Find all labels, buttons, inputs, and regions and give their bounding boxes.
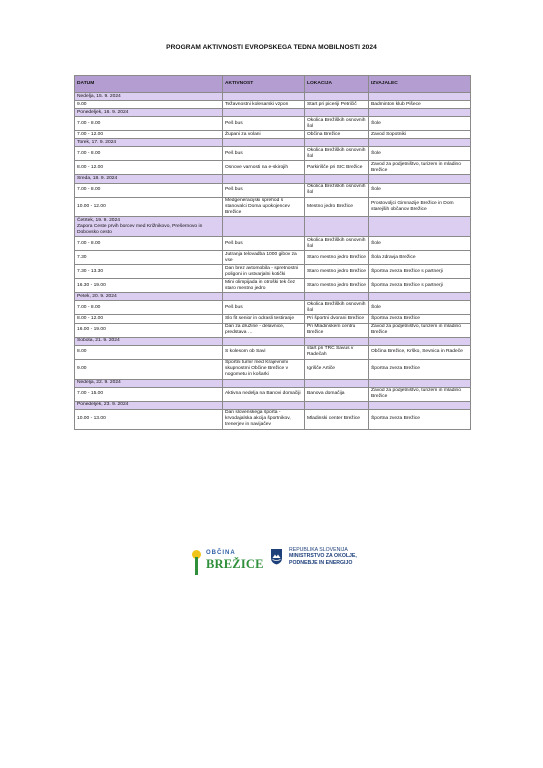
organizer-cell: Šola zdravja Brežice bbox=[369, 251, 471, 265]
empty-cell bbox=[305, 109, 369, 117]
day-label: Nedelja, 22. 9. 2024 bbox=[75, 379, 223, 387]
time-cell: 8.00 bbox=[75, 345, 223, 359]
activity-cell: S kolesom ob Savi bbox=[223, 345, 305, 359]
organizer-cell: Športna zveza Brežice bbox=[369, 359, 471, 379]
organizer-cell: Športna zveza Brežice s partnerji bbox=[369, 265, 471, 279]
table-row bbox=[75, 183, 471, 197]
day-header-row bbox=[75, 175, 471, 183]
location-cell: Pri Mladinskem centru Brežice bbox=[305, 323, 369, 337]
organizer-cell: Šole bbox=[369, 117, 471, 131]
program-table bbox=[74, 75, 471, 430]
column-header-lokacija: LOKACIJA bbox=[305, 76, 369, 93]
column-header-datum: DATUM bbox=[75, 76, 223, 93]
day-label: Četrtek, 19. 9. 2024 Zapora Ceste prvih borcev med Križnikovo, Prešernovo in Dobovsko cesto bbox=[75, 217, 223, 237]
brezice-label: BREŽICE bbox=[206, 557, 264, 571]
day-header-row bbox=[75, 109, 471, 117]
time-cell: 10.00 - 13.00 bbox=[75, 409, 223, 429]
organizer-cell: Zavod Sopotniki bbox=[369, 131, 471, 139]
obcina-brezice-logo bbox=[192, 547, 262, 577]
table-row bbox=[75, 251, 471, 265]
empty-cell bbox=[223, 109, 305, 117]
empty-cell bbox=[369, 293, 471, 301]
activity-cell: Športni turnir med Krajevnimi skupnostmi Občine Brežice v nogometu in košarki bbox=[223, 359, 305, 379]
location-cell: Okolica Brežiških osnovnih šol bbox=[305, 183, 369, 197]
table-row bbox=[75, 147, 471, 161]
time-cell: 9.00 bbox=[75, 101, 223, 109]
ministry-logo-text bbox=[289, 547, 357, 566]
day-label: Nedelja, 15. 9. 2024 bbox=[75, 93, 223, 101]
time-cell: 7.00 - 8.00 bbox=[75, 183, 223, 197]
time-cell: 16.30 - 19.00 bbox=[75, 279, 223, 293]
empty-cell bbox=[223, 293, 305, 301]
day-header-row bbox=[75, 293, 471, 301]
table-row bbox=[75, 161, 471, 175]
organizer-cell: Zavod za podjetništvo, turizem in mladino Brežice bbox=[369, 323, 471, 337]
location-cell: Okolica Brežiških osnovnih šol bbox=[305, 147, 369, 161]
day-label: Sobota, 21. 9. 2024 bbox=[75, 337, 223, 345]
location-cell: Pri športni dvorani Brežice bbox=[305, 315, 369, 323]
table-row bbox=[75, 101, 471, 109]
empty-cell bbox=[305, 401, 369, 409]
empty-cell bbox=[223, 217, 305, 237]
location-cell: Občina Brežice bbox=[305, 131, 369, 139]
table-row bbox=[75, 359, 471, 379]
table-row bbox=[75, 279, 471, 293]
location-cell: Mladinski center Brežice bbox=[305, 409, 369, 429]
footer-logos bbox=[0, 547, 543, 577]
organizer-cell: Šole bbox=[369, 301, 471, 315]
day-header-row bbox=[75, 337, 471, 345]
activity-cell: Peš bus bbox=[223, 301, 305, 315]
table-row bbox=[75, 345, 471, 359]
activity-cell: Peš bus bbox=[223, 237, 305, 251]
empty-cell bbox=[369, 175, 471, 183]
organizer-cell: Zavod za podjetništvo, turizem in mladino Brežice bbox=[369, 387, 471, 401]
table-row bbox=[75, 387, 471, 401]
empty-cell bbox=[223, 93, 305, 101]
day-header-row bbox=[75, 93, 471, 101]
empty-cell bbox=[305, 175, 369, 183]
day-label: Ponedeljek, 23. 9. 2024 bbox=[75, 401, 223, 409]
organizer-cell: Šole bbox=[369, 237, 471, 251]
location-cell: Staro mestno jedro Brežice bbox=[305, 279, 369, 293]
empty-cell bbox=[369, 337, 471, 345]
empty-cell bbox=[369, 379, 471, 387]
day-label: Petek, 20. 9. 2024 bbox=[75, 293, 223, 301]
activity-cell: Aktivna nedelja na Banovi domačiji bbox=[223, 387, 305, 401]
time-cell: 10.00 - 12.00 bbox=[75, 197, 223, 217]
location-cell: Okolica Brežiških osnovnih šol bbox=[305, 117, 369, 131]
organizer-cell: Športna zveza Brežice s partnerji bbox=[369, 279, 471, 293]
empty-cell bbox=[223, 379, 305, 387]
location-cell: Okolica Brežiških osnovnih šol bbox=[305, 301, 369, 315]
empty-cell bbox=[369, 401, 471, 409]
day-label: Sreda, 18. 9. 2024 bbox=[75, 175, 223, 183]
coat-of-arms-icon bbox=[270, 548, 283, 565]
empty-cell bbox=[223, 139, 305, 147]
activity-cell: Medgeneracijski sprehod s stanovalci Doma upokojencev Brežice bbox=[223, 197, 305, 217]
time-cell: 16.00 - 19.00 bbox=[75, 323, 223, 337]
organizer-cell: Športna zveza Brežice bbox=[369, 315, 471, 323]
time-cell: 7.00 - 8.00 bbox=[75, 147, 223, 161]
time-cell: 9.00 bbox=[75, 359, 223, 379]
empty-cell bbox=[223, 401, 305, 409]
location-cell: Banova domačija bbox=[305, 387, 369, 401]
organizer-cell: Občina Brežice, Krško, Sevnica in Radeče bbox=[369, 345, 471, 359]
organizer-cell: Športna zveza Brežice bbox=[369, 409, 471, 429]
activity-cell: Težavnostni kolesarski vzpon bbox=[223, 101, 305, 109]
ministry-line-2: MINISTRSTVO ZA OKOLJE, bbox=[289, 553, 357, 560]
activity-cell: Jutranja telovadba 1000 gibov za vse bbox=[223, 251, 305, 265]
time-cell: 7.30 bbox=[75, 251, 223, 265]
time-cell: 7.00 - 8.00 bbox=[75, 301, 223, 315]
table-row bbox=[75, 409, 471, 429]
day-header-row bbox=[75, 379, 471, 387]
time-cell: 7.00 - 8.00 bbox=[75, 237, 223, 251]
location-cell: Staro mestno jedro Brežice bbox=[305, 265, 369, 279]
activity-cell: Župani za volani bbox=[223, 131, 305, 139]
day-header-row bbox=[75, 217, 471, 237]
organizer-cell: Prostovoljci Gimnazije Brežice in Dom starejših občanov Brežice bbox=[369, 197, 471, 217]
organizer-cell: Zavod za podjetništvo, turizem in mladino Brežice bbox=[369, 161, 471, 175]
table-row bbox=[75, 237, 471, 251]
empty-cell bbox=[369, 217, 471, 237]
time-cell: 8.00 - 12.00 bbox=[75, 315, 223, 323]
table-row bbox=[75, 131, 471, 139]
page-title: PROGRAM AKTIVNOSTI EVROPSKEGA TEDNA MOBILNOSTI 2024 bbox=[166, 44, 377, 51]
activity-cell: Peš bus bbox=[223, 147, 305, 161]
ministry-line-1: REPUBLIKA SLOVENIJA bbox=[289, 547, 348, 553]
ministry-line-3: PODNEBJE IN ENERGIJO bbox=[289, 559, 353, 566]
empty-cell bbox=[223, 337, 305, 345]
program-table-body bbox=[75, 93, 471, 430]
activity-cell: Slo fit senior in odrasli testiranje bbox=[223, 315, 305, 323]
table-row bbox=[75, 197, 471, 217]
empty-cell bbox=[369, 109, 471, 117]
organizer-cell: Badminton klub Pišece bbox=[369, 101, 471, 109]
empty-cell bbox=[305, 217, 369, 237]
time-cell: 7.00 - 12.00 bbox=[75, 131, 223, 139]
day-header-row bbox=[75, 139, 471, 147]
empty-cell bbox=[305, 93, 369, 101]
column-header-aktivnost: AKTIVNOST bbox=[223, 76, 305, 93]
day-header-row bbox=[75, 401, 471, 409]
activity-cell: Dan brez avtomobila - spretnostni poligoni in ustvarjalni kotički bbox=[223, 265, 305, 279]
day-label: Torek, 17. 9. 2024 bbox=[75, 139, 223, 147]
day-label: Ponedeljek, 16. 9. 2024 bbox=[75, 109, 223, 117]
tower-icon bbox=[195, 557, 198, 575]
location-cell: Start pri piceriji Petričič bbox=[305, 101, 369, 109]
empty-cell bbox=[305, 337, 369, 345]
activity-cell: Mini olimpijada in otroški tek čez staro mestno jedro bbox=[223, 279, 305, 293]
organizer-cell: Šole bbox=[369, 147, 471, 161]
column-header-izvajalec: IZVAJALEC bbox=[369, 76, 471, 93]
activity-cell: Peš bus bbox=[223, 117, 305, 131]
location-cell: Staro mestno jedro Brežice bbox=[305, 251, 369, 265]
empty-cell bbox=[305, 379, 369, 387]
empty-cell bbox=[223, 175, 305, 183]
activity-cell: Dan za družine - delavnice, predstava … bbox=[223, 323, 305, 337]
table-row bbox=[75, 265, 471, 279]
organizer-cell: Šole bbox=[369, 183, 471, 197]
table-header-row bbox=[75, 76, 471, 93]
activity-cell: Dan slovenskega športa - krvodajalska akcija športnikov, trenerjev in navijačev bbox=[223, 409, 305, 429]
time-cell: 8.00 - 12.00 bbox=[75, 161, 223, 175]
table-row bbox=[75, 301, 471, 315]
location-cell: Mestno jedro Brežice bbox=[305, 197, 369, 217]
table-row bbox=[75, 315, 471, 323]
activity-cell: Osnove varnosti na e-skirojih bbox=[223, 161, 305, 175]
empty-cell bbox=[369, 93, 471, 101]
time-cell: 7.30 - 13.30 bbox=[75, 265, 223, 279]
activity-cell: Peš bus bbox=[223, 183, 305, 197]
time-cell: 7.00 - 15.00 bbox=[75, 387, 223, 401]
location-cell: Parkirišče pri SIC Brežice bbox=[305, 161, 369, 175]
time-cell: 7.00 - 8.00 bbox=[75, 117, 223, 131]
location-cell: Okolica Brežiških osnovnih šol bbox=[305, 237, 369, 251]
table-row bbox=[75, 323, 471, 337]
location-cell: start pri TRC Savus v Radečah bbox=[305, 345, 369, 359]
empty-cell bbox=[305, 139, 369, 147]
obcina-label: OBČINA bbox=[206, 550, 236, 556]
location-cell: Igrišče Artiče bbox=[305, 359, 369, 379]
empty-cell bbox=[369, 139, 471, 147]
empty-cell bbox=[305, 293, 369, 301]
table-row bbox=[75, 117, 471, 131]
